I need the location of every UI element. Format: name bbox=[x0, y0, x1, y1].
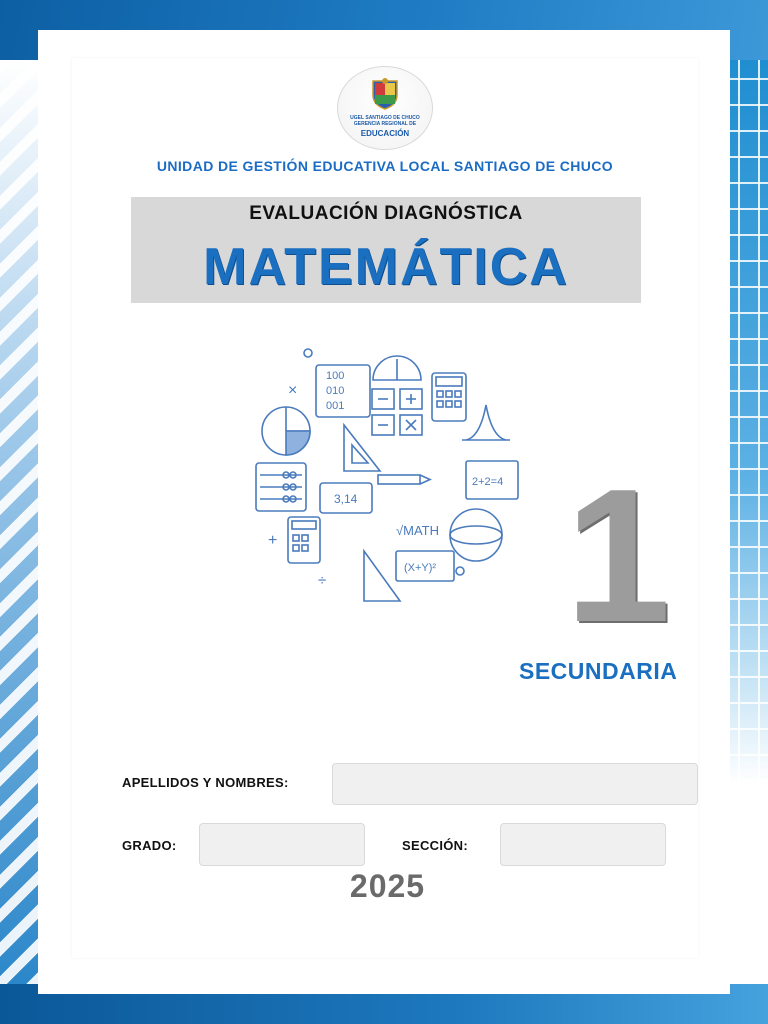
dot-decoration bbox=[304, 349, 312, 357]
section-label: SECCIÓN: bbox=[402, 838, 468, 853]
grade-label: GRADO: bbox=[122, 838, 177, 853]
binary-panel bbox=[316, 365, 370, 417]
logo-education-text: EDUCACIÓN bbox=[360, 129, 410, 138]
binary-row-1: 100 bbox=[326, 370, 345, 382]
small-calculator-icon bbox=[288, 517, 320, 563]
year: 2025 bbox=[349, 868, 426, 904]
set-square-icon bbox=[364, 551, 400, 601]
binary-row-2: 010 bbox=[326, 385, 345, 397]
evaluation-kicker: EVALUACIÓN DIAGNÓSTICA bbox=[249, 203, 523, 224]
calculator-icon bbox=[432, 373, 466, 421]
equation-text: 2+2=4 bbox=[472, 476, 504, 488]
abacus-icon bbox=[256, 463, 306, 511]
ruler-triangle-icon bbox=[344, 425, 380, 471]
pencil-icon bbox=[378, 475, 430, 484]
grade-level: SECUNDARIA bbox=[519, 658, 678, 684]
expression-board bbox=[396, 551, 454, 581]
grade-number: 1 bbox=[565, 450, 671, 662]
coat-of-arms-icon bbox=[368, 77, 402, 111]
logo-top-text: UGEL SANTIAGO DE CHUCO GERENCIA REGIONAL DE bbox=[350, 115, 420, 127]
divide-symbol: ÷ bbox=[318, 572, 327, 589]
sphere-icon bbox=[450, 509, 502, 561]
name-label: APELLIDOS Y NOMBRES: bbox=[122, 775, 289, 790]
subject-title: MATEMÁTICA bbox=[203, 238, 569, 296]
section-field[interactable] bbox=[500, 823, 666, 866]
ugel-name: UNIDAD DE GESTIÓN EDUCATIVA LOCAL SANTIAGO DE CHUCO bbox=[156, 158, 614, 174]
title-box bbox=[131, 197, 641, 303]
pi-display bbox=[320, 483, 372, 513]
protractor-icon bbox=[373, 356, 421, 380]
plus-symbol: + bbox=[268, 532, 278, 549]
ugel-logo bbox=[337, 66, 433, 150]
math-illustration bbox=[248, 345, 523, 610]
grade-field[interactable] bbox=[199, 823, 365, 866]
pie-chart-icon bbox=[262, 407, 310, 455]
dot-decoration bbox=[456, 567, 464, 575]
math-word: √MATH bbox=[396, 523, 439, 538]
math-chalkboard-icon bbox=[466, 461, 518, 499]
pi-value: 3,14 bbox=[334, 492, 358, 506]
binary-row-3: 001 bbox=[326, 400, 345, 412]
expression-text: (X+Y)² bbox=[404, 562, 437, 574]
multiply-symbol: × bbox=[288, 382, 298, 399]
bell-curve-icon bbox=[462, 405, 510, 440]
name-field[interactable] bbox=[332, 763, 698, 805]
operators-grid bbox=[372, 389, 422, 435]
